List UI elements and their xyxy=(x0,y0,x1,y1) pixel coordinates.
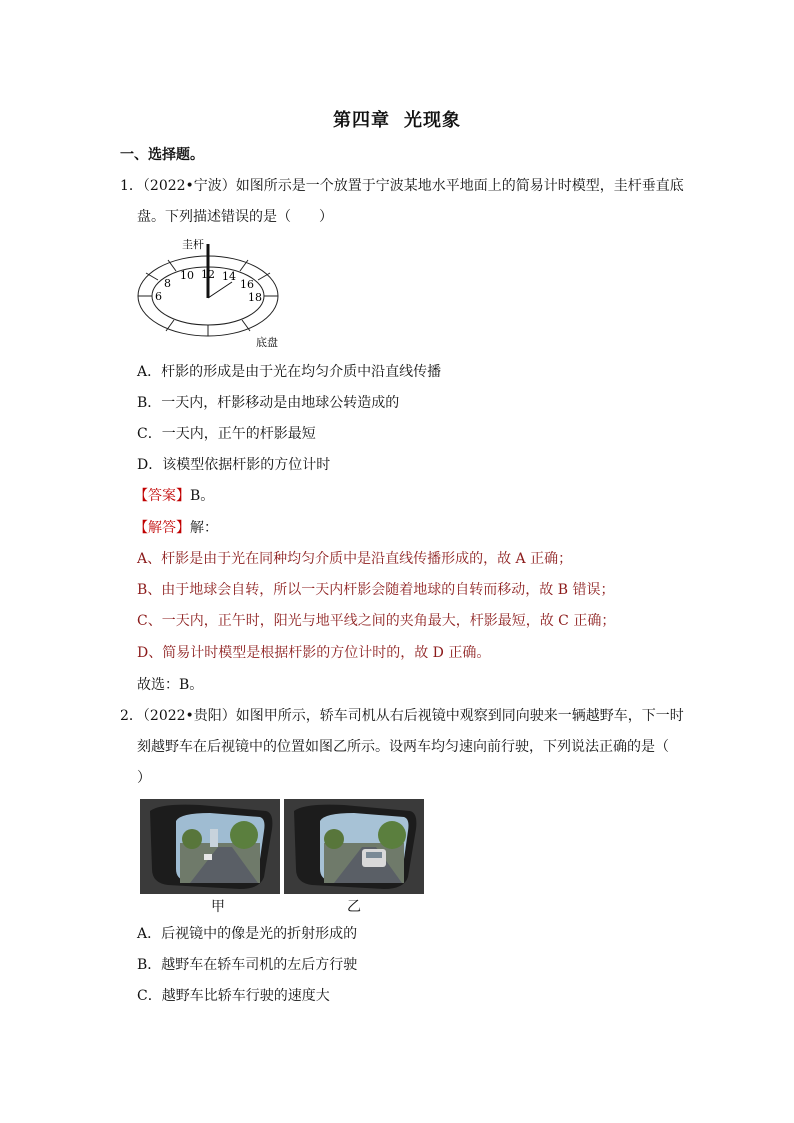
q1-answer xyxy=(134,486,214,506)
q1-analysis-heading xyxy=(134,518,218,538)
hour-label-12: 12 xyxy=(201,268,215,281)
q1-analysis-c: C、一天内，正午时，阳光与地平线之间的夹角最大，杆影最短，故 C 正确； xyxy=(137,613,616,629)
chapter-number: 第四章 xyxy=(333,110,390,131)
hour-label-18: 18 xyxy=(248,291,262,304)
analysis-value: 解： xyxy=(190,520,218,536)
mirror-photo-b xyxy=(284,799,424,894)
q2-stem-line-1: 2．（2022•贵阳）如图甲所示，轿车司机从右后视镜中观察到同向驶来一辆越野车，下一时 xyxy=(120,708,684,724)
caption-a: 甲 xyxy=(211,899,225,915)
chapter-title xyxy=(0,106,794,132)
q1-analysis-a: A、杆影是由于光在同种均匀介质中是沿直线传播形成的，故 A 正确； xyxy=(137,551,573,567)
answer-value: B。 xyxy=(190,488,215,504)
hour-label-14: 14 xyxy=(222,270,236,283)
q2-option-a: A．后视镜中的像是光的折射形成的 xyxy=(137,926,358,942)
section-heading: 一、选择题。 xyxy=(120,147,204,163)
q1-option-b: B．一天内，杆影移动是由地球公转造成的 xyxy=(137,395,400,411)
q1-stem-line-1: 1．（2022•宁波）如图所示是一个放置于宁波某地水平地面上的简易计时模型，圭杆垂直底 xyxy=(120,178,684,194)
q2-option-b: B．越野车在轿车司机的左后方行驶 xyxy=(137,957,358,973)
q2-stem-line-2: 刻越野车在后视镜中的位置如图乙所示。设两车均匀速向前行驶，下列说法正确的是（ xyxy=(137,739,669,755)
hour-label-6: 6 xyxy=(155,290,162,303)
hour-label-16: 16 xyxy=(240,278,254,291)
sundial-figure xyxy=(136,236,286,348)
q1-stem-line-2: 盘。下列描述错误的是（ ） xyxy=(137,209,333,225)
q1-analysis-d: D、简易计时模型是根据杆影的方位计时的，故 D 正确。 xyxy=(137,645,491,661)
hour-label-8: 8 xyxy=(164,277,171,290)
q1-conclusion: 故选：B。 xyxy=(137,677,204,693)
base-label: 底盘 xyxy=(256,336,278,348)
q2-stem-line-3: ） xyxy=(137,770,151,786)
answer-tag: 【答案】 xyxy=(134,488,190,504)
mirror-photo-a xyxy=(140,799,280,894)
q1-analysis-b: B、由于地球会自转，所以一天内杆影会随着地球的自转而移动，故 B 错误； xyxy=(137,582,615,598)
q1-option-c: C．一天内，正午的杆影最短 xyxy=(137,426,316,442)
pole-label: 圭杆 xyxy=(182,238,204,251)
q2-option-c: C．越野车比轿车行驶的速度大 xyxy=(137,988,330,1004)
q1-option-a: A．杆影的形成是由于光在均匀介质中沿直线传播 xyxy=(137,364,442,380)
caption-b: 乙 xyxy=(347,899,361,915)
chapter-name: 光现象 xyxy=(404,110,461,131)
analysis-tag: 【解答】 xyxy=(134,520,190,536)
hour-label-10: 10 xyxy=(180,269,194,282)
q1-option-d: D．该模型依据杆影的方位计时 xyxy=(137,457,331,473)
